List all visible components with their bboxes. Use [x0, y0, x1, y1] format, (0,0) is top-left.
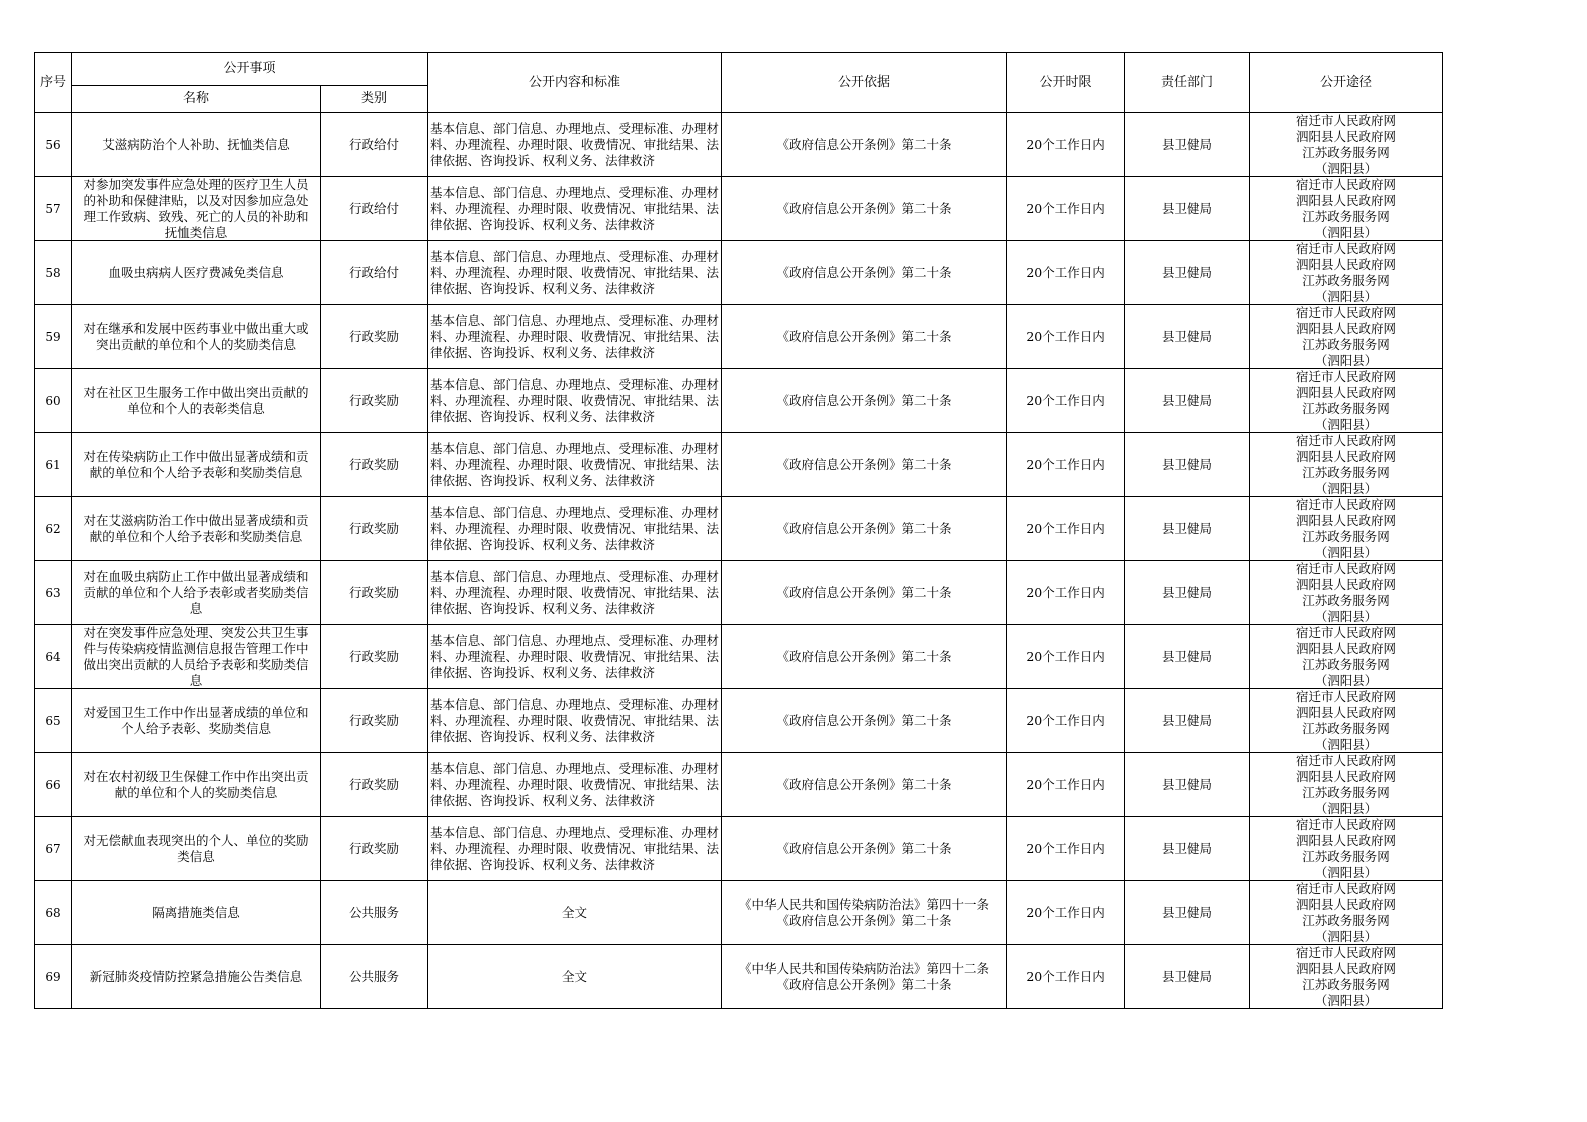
content-cell-text: 基本信息、部门信息、办理地点、受理标准、办理材料、办理流程、办理时限、收费情况、审批结果、法律依据、咨询投诉、权利义务、法律救济: [430, 184, 720, 232]
table-row: [35, 241, 1443, 305]
department-cell: [1125, 113, 1250, 177]
department-cell: [1125, 945, 1250, 1009]
content-cell: [428, 689, 722, 753]
name-cell: [72, 817, 321, 881]
channel-line: 宿迁市人民政府网: [1296, 625, 1397, 640]
basis-cell: [722, 753, 1007, 817]
seq-cell: [35, 113, 72, 177]
channels-cell: [1250, 113, 1443, 177]
content-cell: [428, 817, 722, 881]
content-cell-text: 基本信息、部门信息、办理地点、受理标准、办理材料、办理流程、办理时限、收费情况、审批结果、法律依据、咨询投诉、权利义务、法律救济: [430, 696, 720, 744]
channel-line: 江苏政务服务网: [1302, 145, 1390, 160]
table-body: [35, 113, 1443, 1009]
department-cell: [1125, 241, 1250, 305]
channels-cell: [1250, 241, 1443, 305]
category-cell-text: 公共服务: [349, 968, 400, 984]
name-cell-text: 对在继承和发展中医药事业中做出重大或突出贡献的单位和个人的奖励类信息: [83, 320, 309, 352]
name-cell-text: 血吸虫病病人医疗费减免类信息: [108, 264, 284, 280]
department-cell: [1125, 817, 1250, 881]
basis-line: 《政府信息公开条例》第二十条: [776, 712, 952, 728]
seq-cell-text: 66: [45, 777, 61, 792]
channel-line: 泗阳县人民政府网: [1296, 321, 1397, 336]
name-cell-text: 对在社区卫生服务工作中做出突出贡献的单位和个人的表彰类信息: [83, 384, 309, 416]
department-cell-text: 县卫健局: [1162, 136, 1213, 152]
channel-line: 宿迁市人民政府网: [1296, 177, 1397, 192]
name-cell-text: 艾滋病防治个人补助、抚恤类信息: [102, 136, 290, 152]
department-cell: [1125, 497, 1250, 561]
channel-line: 宿迁市人民政府网: [1296, 945, 1397, 960]
header-name: 名称: [72, 86, 321, 113]
channels-cell: [1250, 305, 1443, 369]
department-cell-text: 县卫健局: [1162, 200, 1213, 216]
time-limit-cell: [1007, 561, 1125, 625]
department-cell: [1125, 433, 1250, 497]
category-cell-text: 行政奖励: [349, 584, 400, 600]
name-cell-text: 对在农村初级卫生保健工作中作出突出贡献的单位和个人的奖励类信息: [83, 768, 309, 800]
category-cell-text: 行政奖励: [349, 648, 400, 664]
content-cell: [428, 881, 722, 945]
time-limit-cell: [1007, 625, 1125, 689]
content-cell-text: 基本信息、部门信息、办理地点、受理标准、办理材料、办理流程、办理时限、收费情况、审批结果、法律依据、咨询投诉、权利义务、法律救济: [430, 504, 720, 552]
seq-cell-text: 59: [45, 329, 61, 344]
channel-line: 泗阳县人民政府网: [1296, 769, 1397, 784]
table-row: [35, 561, 1443, 625]
channel-line: 泗阳县人民政府网: [1296, 705, 1397, 720]
time-limit-cell-text: 20个工作日内: [1026, 968, 1105, 984]
time-limit-cell: [1007, 305, 1125, 369]
department-cell-text: 县卫健局: [1162, 264, 1213, 280]
time-limit-cell: [1007, 881, 1125, 945]
name-cell: [72, 305, 321, 369]
table-row: [35, 177, 1443, 241]
seq-cell-text: 63: [45, 585, 61, 600]
name-cell-text: 隔离措施类信息: [152, 904, 240, 920]
seq-cell: [35, 305, 72, 369]
header-content: 公开内容和标准: [428, 53, 722, 113]
basis-line: 《政府信息公开条例》第二十条: [776, 976, 952, 992]
channel-line: 宿迁市人民政府网: [1296, 817, 1397, 832]
seq-cell: [35, 561, 72, 625]
content-cell: [428, 305, 722, 369]
basis-line: 《政府信息公开条例》第二十条: [776, 136, 952, 152]
department-cell: [1125, 177, 1250, 241]
basis-line: 《中华人民共和国传染病防治法》第四十二条: [739, 960, 990, 976]
channels-cell: [1250, 561, 1443, 625]
content-cell-text: 基本信息、部门信息、办理地点、受理标准、办理材料、办理流程、办理时限、收费情况、审批结果、法律依据、咨询投诉、权利义务、法律救济: [430, 760, 720, 808]
channel-line: 江苏政务服务网: [1302, 913, 1390, 928]
header-channels: 公开途径: [1250, 53, 1443, 113]
category-cell: [321, 241, 428, 305]
channel-line: （泗阳县）: [1314, 865, 1378, 880]
category-cell-text: 行政奖励: [349, 392, 400, 408]
channel-line: 宿迁市人民政府网: [1296, 305, 1397, 320]
category-cell: [321, 753, 428, 817]
time-limit-cell-text: 20个工作日内: [1026, 584, 1105, 600]
category-cell-text: 行政给付: [349, 200, 400, 216]
channel-line: 江苏政务服务网: [1302, 273, 1390, 288]
time-limit-cell: [1007, 177, 1125, 241]
channel-line: （泗阳县）: [1314, 353, 1378, 368]
time-limit-cell: [1007, 817, 1125, 881]
content-cell: [428, 113, 722, 177]
seq-cell: [35, 433, 72, 497]
time-limit-cell-text: 20个工作日内: [1026, 712, 1105, 728]
time-limit-cell-text: 20个工作日内: [1026, 200, 1105, 216]
table-row: [35, 113, 1443, 177]
basis-line: 《政府信息公开条例》第二十条: [776, 912, 952, 928]
basis-cell: [722, 497, 1007, 561]
content-cell: [428, 561, 722, 625]
header-item-group: 公开事项: [72, 53, 428, 86]
basis-cell: [722, 369, 1007, 433]
basis-cell: [722, 433, 1007, 497]
channel-line: 泗阳县人民政府网: [1296, 129, 1397, 144]
content-cell: [428, 177, 722, 241]
table-row: [35, 945, 1443, 1009]
name-cell-text: 对在突发事件应急处理、突发公共卫生事件与传染病疫情监测信息报告管理工作中做出突出贡献的人员给予表彰和奖励类信息: [83, 625, 309, 688]
content-cell: [428, 497, 722, 561]
content-cell-text: 基本信息、部门信息、办理地点、受理标准、办理材料、办理流程、办理时限、收费情况、审批结果、法律依据、咨询投诉、权利义务、法律救济: [430, 248, 720, 296]
department-cell: [1125, 753, 1250, 817]
seq-cell: [35, 689, 72, 753]
basis-cell: [722, 817, 1007, 881]
department-cell-text: 县卫健局: [1162, 776, 1213, 792]
channel-line: （泗阳县）: [1314, 609, 1378, 624]
channel-line: （泗阳县）: [1314, 545, 1378, 560]
time-limit-cell: [1007, 113, 1125, 177]
time-limit-cell: [1007, 241, 1125, 305]
basis-line: 《政府信息公开条例》第二十条: [776, 264, 952, 280]
content-cell-text: 基本信息、部门信息、办理地点、受理标准、办理材料、办理流程、办理时限、收费情况、审批结果、法律依据、咨询投诉、权利义务、法律救济: [430, 440, 720, 488]
channel-line: （泗阳县）: [1314, 737, 1378, 752]
time-limit-cell: [1007, 369, 1125, 433]
content-cell: [428, 945, 722, 1009]
channel-line: （泗阳县）: [1314, 993, 1378, 1008]
table-row: [35, 305, 1443, 369]
channels-cell: [1250, 433, 1443, 497]
name-cell-text: 对参加突发事件应急处理的医疗卫生人员的补助和保健津贴，以及对因参加应急处理工作致病、致残、死亡的人员的补助和抚恤类信息: [83, 177, 309, 240]
table-row: [35, 369, 1443, 433]
channel-line: 泗阳县人民政府网: [1296, 449, 1397, 464]
basis-line: 《政府信息公开条例》第二十条: [776, 200, 952, 216]
category-cell-text: 行政奖励: [349, 328, 400, 344]
category-cell: [321, 305, 428, 369]
department-cell-text: 县卫健局: [1162, 456, 1213, 472]
name-cell-text: 对无偿献血表现突出的个人、单位的奖励类信息: [83, 832, 309, 864]
basis-cell: [722, 177, 1007, 241]
seq-cell-text: 62: [45, 521, 61, 536]
table-row: [35, 817, 1443, 881]
department-cell: [1125, 369, 1250, 433]
time-limit-cell: [1007, 753, 1125, 817]
category-cell-text: 行政奖励: [349, 520, 400, 536]
seq-cell-text: 65: [45, 713, 61, 728]
department-cell: [1125, 689, 1250, 753]
basis-line: 《政府信息公开条例》第二十条: [776, 456, 952, 472]
category-cell-text: 行政给付: [349, 136, 400, 152]
time-limit-cell: [1007, 433, 1125, 497]
category-cell: [321, 689, 428, 753]
time-limit-cell-text: 20个工作日内: [1026, 520, 1105, 536]
channel-line: 江苏政务服务网: [1302, 465, 1390, 480]
channels-cell: [1250, 881, 1443, 945]
channels-cell: [1250, 817, 1443, 881]
channel-line: 江苏政务服务网: [1302, 849, 1390, 864]
seq-cell-text: 61: [45, 457, 61, 472]
basis-cell: [722, 625, 1007, 689]
name-cell-text: 对爱国卫生工作中作出显著成绩的单位和个人给予表彰、奖励类信息: [83, 704, 309, 736]
name-cell: [72, 689, 321, 753]
channel-line: 泗阳县人民政府网: [1296, 513, 1397, 528]
name-cell-text: 对在血吸虫病防止工作中做出显著成绩和贡献的单位和个人给予表彰或者奖励类信息: [83, 568, 309, 616]
channel-line: （泗阳县）: [1314, 289, 1378, 304]
department-cell-text: 县卫健局: [1162, 904, 1213, 920]
channel-line: 泗阳县人民政府网: [1296, 577, 1397, 592]
header-category: 类别: [321, 86, 428, 113]
basis-cell: [722, 561, 1007, 625]
seq-cell-text: 69: [45, 969, 61, 984]
seq-cell: [35, 881, 72, 945]
content-cell-text: 基本信息、部门信息、办理地点、受理标准、办理材料、办理流程、办理时限、收费情况、审批结果、法律依据、咨询投诉、权利义务、法律救济: [430, 120, 720, 168]
disclosure-table: [34, 52, 1443, 1009]
basis-cell: [722, 305, 1007, 369]
time-limit-cell-text: 20个工作日内: [1026, 776, 1105, 792]
channel-line: 宿迁市人民政府网: [1296, 113, 1397, 128]
category-cell: [321, 369, 428, 433]
time-limit-cell-text: 20个工作日内: [1026, 904, 1105, 920]
channel-line: 江苏政务服务网: [1302, 977, 1390, 992]
name-cell: [72, 177, 321, 241]
header-time-limit: 公开时限: [1007, 53, 1125, 113]
seq-cell-text: 58: [45, 265, 61, 280]
basis-line: 《中华人民共和国传染病防治法》第四十一条: [739, 896, 990, 912]
channel-line: 宿迁市人民政府网: [1296, 433, 1397, 448]
channel-line: 宿迁市人民政府网: [1296, 241, 1397, 256]
channel-line: 宿迁市人民政府网: [1296, 881, 1397, 896]
channels-cell: [1250, 689, 1443, 753]
department-cell-text: 县卫健局: [1162, 968, 1213, 984]
category-cell-text: 行政奖励: [349, 456, 400, 472]
category-cell-text: 行政奖励: [349, 712, 400, 728]
channel-line: 泗阳县人民政府网: [1296, 961, 1397, 976]
table-row: [35, 689, 1443, 753]
category-cell-text: 行政奖励: [349, 776, 400, 792]
channel-line: 江苏政务服务网: [1302, 209, 1390, 224]
channel-line: （泗阳县）: [1314, 929, 1378, 944]
basis-line: 《政府信息公开条例》第二十条: [776, 648, 952, 664]
category-cell: [321, 817, 428, 881]
content-cell: [428, 753, 722, 817]
channels-cell: [1250, 625, 1443, 689]
time-limit-cell-text: 20个工作日内: [1026, 648, 1105, 664]
category-cell: [321, 561, 428, 625]
name-cell: [72, 561, 321, 625]
seq-cell-text: 56: [45, 137, 61, 152]
category-cell: [321, 945, 428, 1009]
time-limit-cell-text: 20个工作日内: [1026, 264, 1105, 280]
basis-line: 《政府信息公开条例》第二十条: [776, 584, 952, 600]
seq-cell: [35, 753, 72, 817]
channel-line: 江苏政务服务网: [1302, 529, 1390, 544]
channel-line: 宿迁市人民政府网: [1296, 497, 1397, 512]
basis-line: 《政府信息公开条例》第二十条: [776, 520, 952, 536]
name-cell-text: 对在艾滋病防治工作中做出显著成绩和贡献的单位和个人给予表彰和奖励类信息: [83, 512, 309, 544]
department-cell: [1125, 305, 1250, 369]
channel-line: （泗阳县）: [1314, 161, 1378, 176]
table-row: [35, 497, 1443, 561]
time-limit-cell-text: 20个工作日内: [1026, 840, 1105, 856]
name-cell: [72, 113, 321, 177]
category-cell-text: 公共服务: [349, 904, 400, 920]
channels-cell: [1250, 945, 1443, 1009]
content-cell-text: 基本信息、部门信息、办理地点、受理标准、办理材料、办理流程、办理时限、收费情况、审批结果、法律依据、咨询投诉、权利义务、法律救济: [430, 632, 720, 680]
department-cell-text: 县卫健局: [1162, 392, 1213, 408]
category-cell: [321, 177, 428, 241]
content-cell-text: 基本信息、部门信息、办理地点、受理标准、办理材料、办理流程、办理时限、收费情况、审批结果、法律依据、咨询投诉、权利义务、法律救济: [430, 376, 720, 424]
header-seq: 序号: [35, 53, 72, 113]
category-cell-text: 行政给付: [349, 264, 400, 280]
category-cell: [321, 433, 428, 497]
content-cell: [428, 241, 722, 305]
content-cell-text: 基本信息、部门信息、办理地点、受理标准、办理材料、办理流程、办理时限、收费情况、审批结果、法律依据、咨询投诉、权利义务、法律救济: [430, 312, 720, 360]
content-cell-text: 基本信息、部门信息、办理地点、受理标准、办理材料、办理流程、办理时限、收费情况、审批结果、法律依据、咨询投诉、权利义务、法律救济: [430, 568, 720, 616]
department-cell: [1125, 881, 1250, 945]
channel-line: 泗阳县人民政府网: [1296, 833, 1397, 848]
department-cell: [1125, 561, 1250, 625]
seq-cell-text: 60: [45, 393, 61, 408]
seq-cell-text: 68: [45, 905, 61, 920]
channel-line: 泗阳县人民政府网: [1296, 257, 1397, 272]
seq-cell-text: 67: [45, 841, 61, 856]
basis-cell: [722, 689, 1007, 753]
content-cell: [428, 369, 722, 433]
time-limit-cell: [1007, 689, 1125, 753]
channel-line: 泗阳县人民政府网: [1296, 641, 1397, 656]
channel-line: （泗阳县）: [1314, 801, 1378, 816]
category-cell: [321, 113, 428, 177]
channel-line: （泗阳县）: [1314, 417, 1378, 432]
channel-line: 江苏政务服务网: [1302, 657, 1390, 672]
basis-line: 《政府信息公开条例》第二十条: [776, 840, 952, 856]
seq-cell-text: 57: [45, 201, 61, 216]
channel-line: （泗阳县）: [1314, 481, 1378, 496]
seq-cell: [35, 497, 72, 561]
name-cell: [72, 433, 321, 497]
channel-line: 江苏政务服务网: [1302, 401, 1390, 416]
basis-cell: [722, 241, 1007, 305]
time-limit-cell-text: 20个工作日内: [1026, 456, 1105, 472]
seq-cell: [35, 945, 72, 1009]
channels-cell: [1250, 753, 1443, 817]
category-cell-text: 行政奖励: [349, 840, 400, 856]
channels-cell: [1250, 177, 1443, 241]
seq-cell: [35, 369, 72, 433]
seq-cell-text: 64: [45, 649, 61, 664]
content-cell: [428, 433, 722, 497]
name-cell: [72, 881, 321, 945]
channels-cell: [1250, 369, 1443, 433]
name-cell-text: 对在传染病防止工作中做出显著成绩和贡献的单位和个人给予表彰和奖励类信息: [83, 448, 309, 480]
department-cell-text: 县卫健局: [1162, 840, 1213, 856]
table-row: [35, 881, 1443, 945]
channel-line: （泗阳县）: [1314, 225, 1378, 240]
time-limit-cell: [1007, 497, 1125, 561]
seq-cell: [35, 241, 72, 305]
name-cell: [72, 369, 321, 433]
seq-cell: [35, 625, 72, 689]
header-basis: 公开依据: [722, 53, 1007, 113]
department-cell: [1125, 625, 1250, 689]
basis-cell: [722, 113, 1007, 177]
channel-line: 宿迁市人民政府网: [1296, 689, 1397, 704]
time-limit-cell: [1007, 945, 1125, 1009]
category-cell: [321, 625, 428, 689]
category-cell: [321, 881, 428, 945]
channel-line: 宿迁市人民政府网: [1296, 561, 1397, 576]
category-cell: [321, 497, 428, 561]
channel-line: 江苏政务服务网: [1302, 785, 1390, 800]
content-cell-text: 全文: [562, 968, 588, 984]
name-cell: [72, 945, 321, 1009]
name-cell: [72, 625, 321, 689]
basis-line: 《政府信息公开条例》第二十条: [776, 328, 952, 344]
channel-line: 江苏政务服务网: [1302, 593, 1390, 608]
department-cell-text: 县卫健局: [1162, 712, 1213, 728]
name-cell-text: 新冠肺炎疫情防控紧急措施公告类信息: [89, 968, 303, 984]
header-department: 责任部门: [1125, 53, 1250, 113]
content-cell-text: 基本信息、部门信息、办理地点、受理标准、办理材料、办理流程、办理时限、收费情况、审批结果、法律依据、咨询投诉、权利义务、法律救济: [430, 824, 720, 872]
basis-line: 《政府信息公开条例》第二十条: [776, 392, 952, 408]
content-cell-text: 全文: [562, 904, 588, 920]
department-cell-text: 县卫健局: [1162, 648, 1213, 664]
channel-line: 江苏政务服务网: [1302, 721, 1390, 736]
table-row: [35, 753, 1443, 817]
name-cell: [72, 241, 321, 305]
basis-cell: [722, 881, 1007, 945]
table-row: [35, 433, 1443, 497]
seq-cell: [35, 177, 72, 241]
department-cell-text: 县卫健局: [1162, 584, 1213, 600]
channel-line: 宿迁市人民政府网: [1296, 753, 1397, 768]
content-cell: [428, 625, 722, 689]
seq-cell: [35, 817, 72, 881]
channel-line: 泗阳县人民政府网: [1296, 193, 1397, 208]
channels-cell: [1250, 497, 1443, 561]
department-cell-text: 县卫健局: [1162, 328, 1213, 344]
basis-cell: [722, 945, 1007, 1009]
name-cell: [72, 753, 321, 817]
header-row-top: [35, 53, 1443, 86]
channel-line: （泗阳县）: [1314, 673, 1378, 688]
channel-line: 泗阳县人民政府网: [1296, 385, 1397, 400]
channel-line: 泗阳县人民政府网: [1296, 897, 1397, 912]
channel-line: 宿迁市人民政府网: [1296, 369, 1397, 384]
table-row: [35, 625, 1443, 689]
channel-line: 江苏政务服务网: [1302, 337, 1390, 352]
department-cell-text: 县卫健局: [1162, 520, 1213, 536]
name-cell: [72, 497, 321, 561]
time-limit-cell-text: 20个工作日内: [1026, 392, 1105, 408]
time-limit-cell-text: 20个工作日内: [1026, 328, 1105, 344]
basis-line: 《政府信息公开条例》第二十条: [776, 776, 952, 792]
time-limit-cell-text: 20个工作日内: [1026, 136, 1105, 152]
